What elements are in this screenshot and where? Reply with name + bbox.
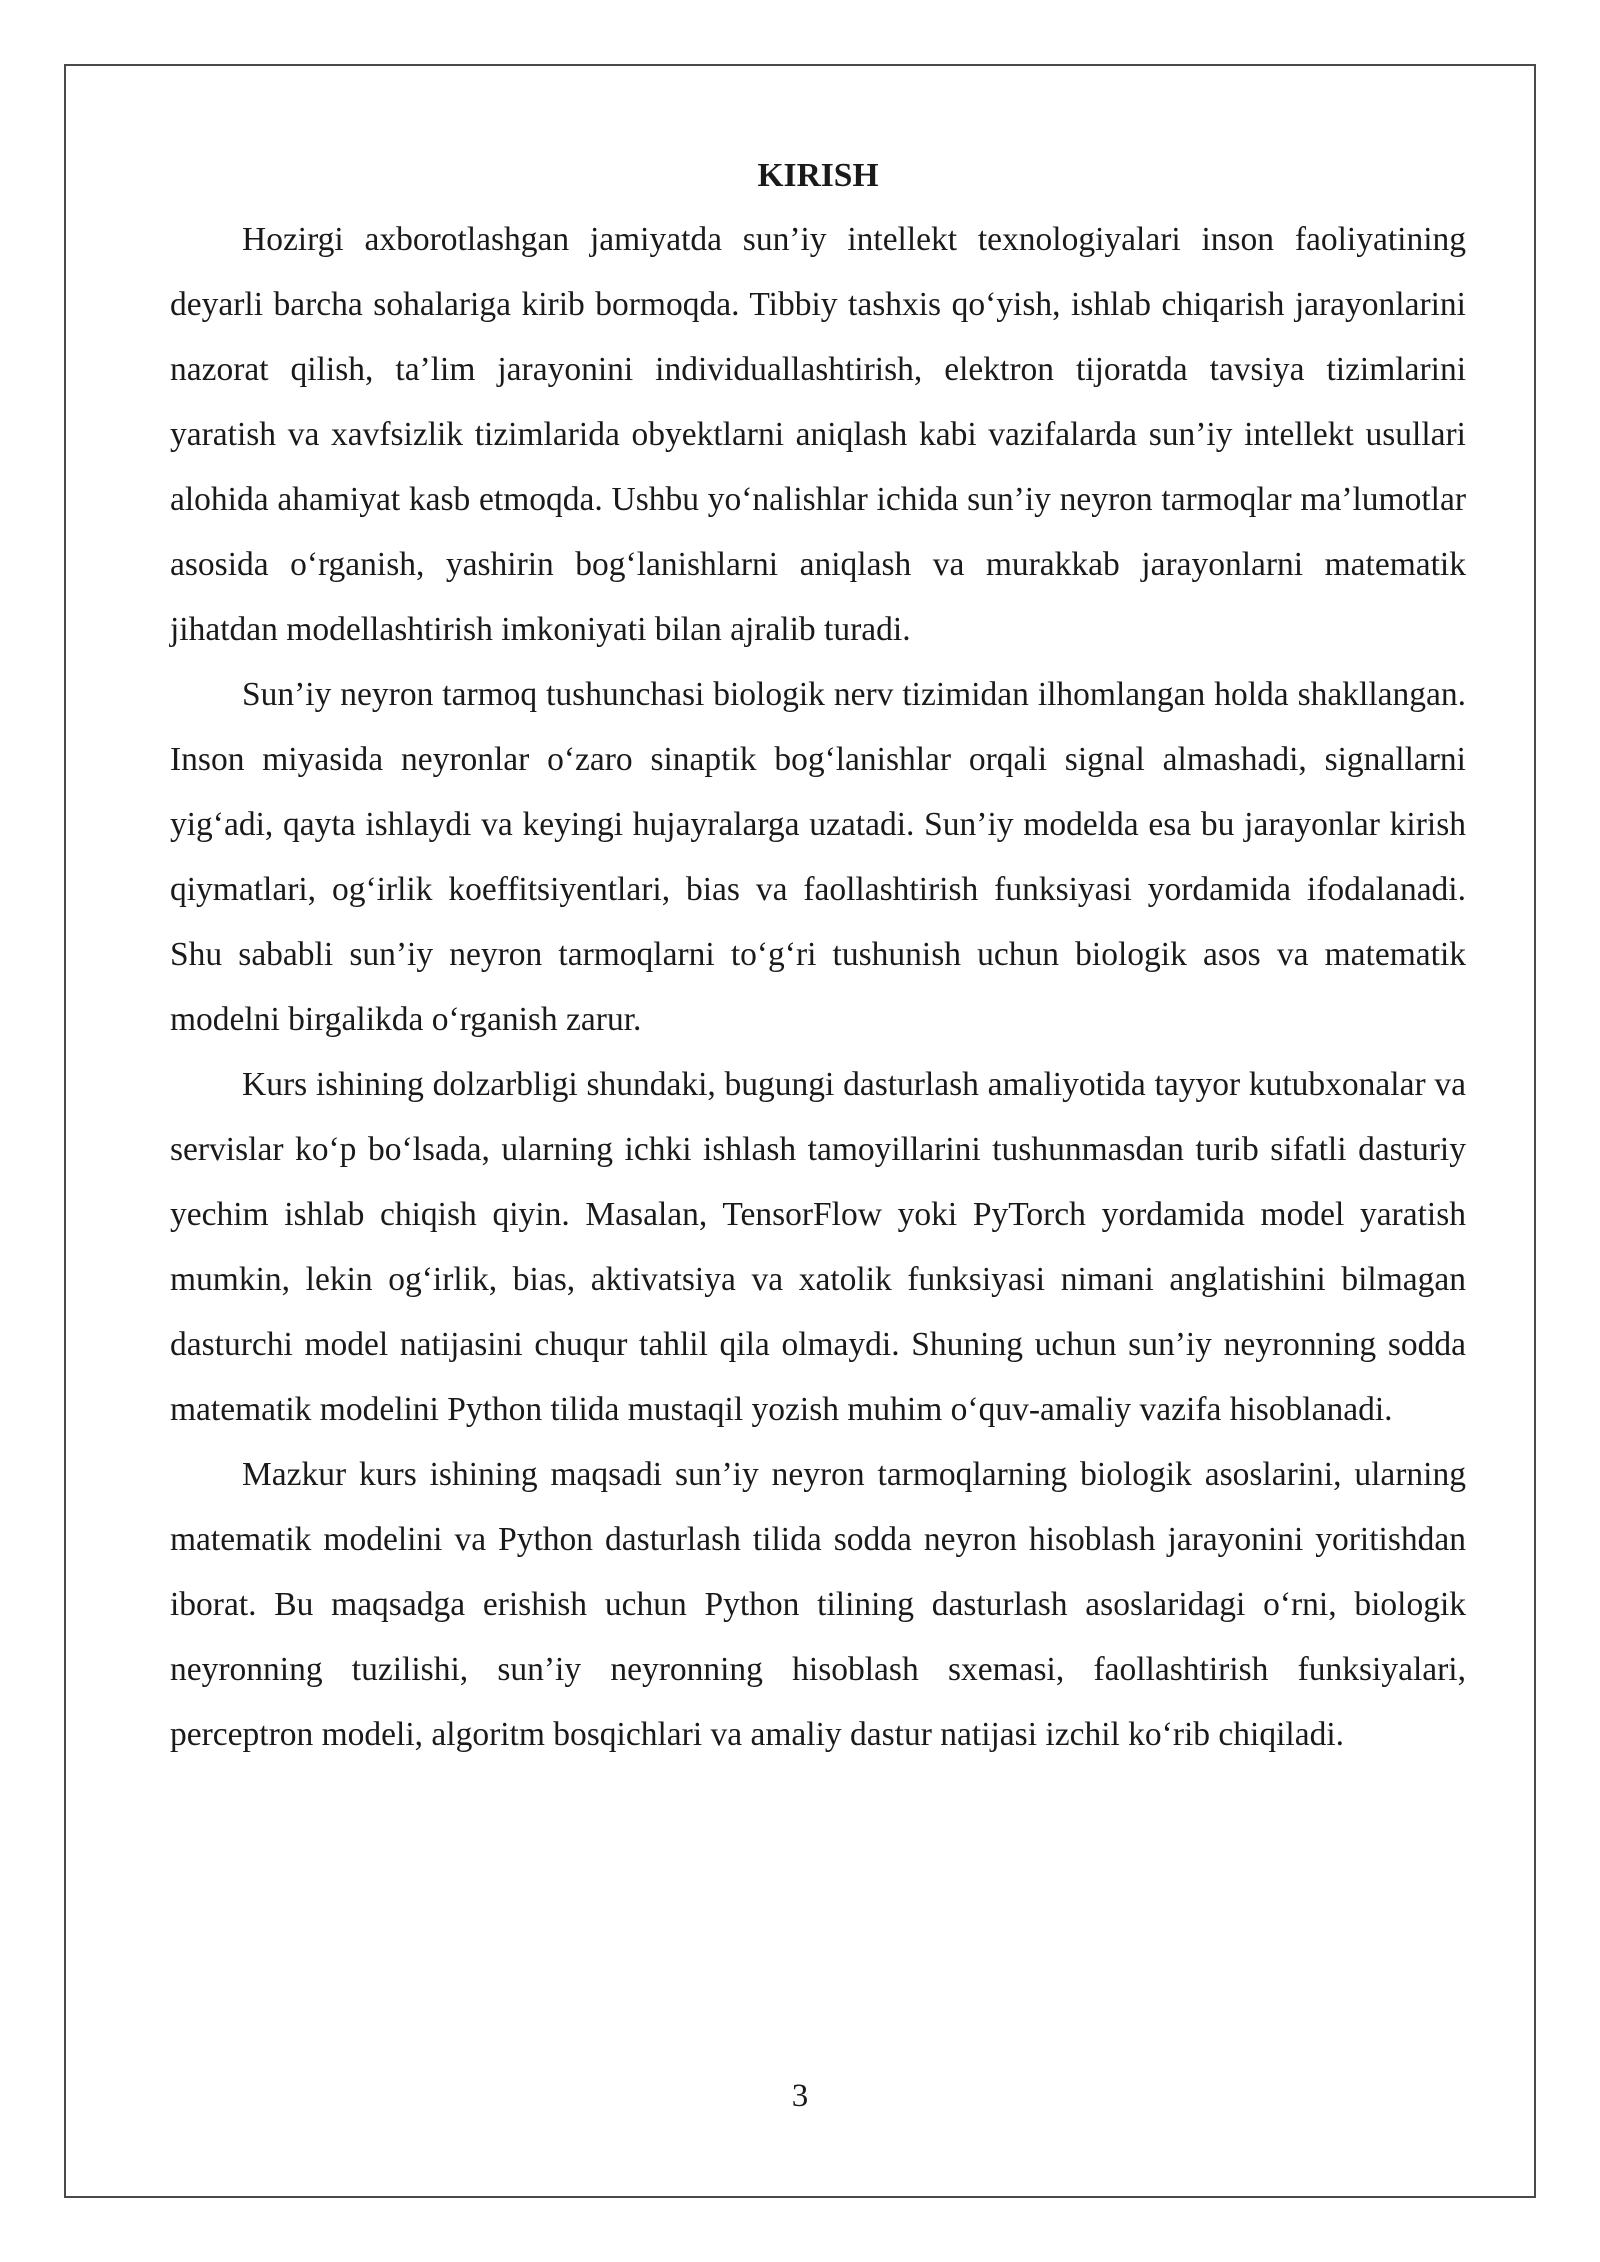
paragraph-introduction: Hozirgi axborotlashgan jamiyatda sun’iy intellekt texnologiyalari inson faoliyatining deyarli barcha sohalariga kirib bormoqda. Tibbiy tashxis qo‘yish, ishlab chiqarish jarayonlarini nazorat qilish, ta’lim jarayonini individuallashtirish, elektron tijoratda tavsiya tizimlarini yaratish va xavfsizlik tizimlarida obyektlarni aniqlash kabi vazifalarda sun’iy intellekt usullari alohida ahamiyat kasb etmoqda. Ushbu yo‘nalishlar ichida sun’iy neyron tarmoqlar ma’lumotlar asosida o‘rganish, yashirin bog‘lanishlarni aniqlash va murakkab jarayonlarni matematik jihatdan modellashtirish imkoniyati bilan ajralib turadi.: [170, 221, 1466, 648]
page-number: 3: [791, 2078, 809, 2114]
paragraph-goal: Mazkur kurs ishining maqsadi sun’iy neyron tarmoqlarning biologik asoslarini, ularning matematik modelini va Python dasturlash tilida sodda neyron hisoblash jarayonini yoritishdan iborat. Bu maqsadga erishish uchun Python tilining dasturlash asoslaridagi o‘rni, biologik neyronning tuzilishi, sun’iy neyronning hisoblash sxemasi, faollashtirish funksiyalari, perceptron modeli, algoritm bosqichlari va amaliy dastur natijasi izchil ko‘rib chiqiladi.: [170, 1456, 1466, 1753]
document-body: [170, 145, 1466, 1767]
page-title: KIRISH: [757, 157, 879, 194]
paragraph-biological-basis: Sun’iy neyron tarmoq tushunchasi biologik nerv tizimidan ilhomlangan holda shakllangan. Inson miyasida neyronlar o‘zaro sinaptik bog‘lanishlar orqali signal almashadi, signallarni yig‘adi, qayta ishlaydi va keyingi hujayralarga uzatadi. Sun’iy modelda esa bu jarayonlar kirish qiymatlari, og‘irlik koeffitsiyentlari, bias va faollashtirish funksiyasi yordamida ifodalanadi. Shu sababli sun’iy neyron tarmoqlarni to‘g‘ri tushunish uchun biologik asos va matematik modelni birgalikda o‘rganish zarur.: [170, 676, 1466, 1038]
paragraph-relevance: Kurs ishining dolzarbligi shundaki, bugungi dasturlash amaliyotida tayyor kutubxonalar va servislar ko‘p bo‘lsada, ularning ichki ishlash tamoyillarini tushunmasdan turib sifatli dasturiy yechim ishlab chiqish qiyin. Masalan, TensorFlow yoki PyTorch yordamida model yaratish mumkin, lekin og‘irlik, bias, aktivatsiya va xatolik funksiyasi nimani anglatishini bilmagan dasturchi model natijasini chuqur tahlil qila olmaydi. Shuning uchun sun’iy neyronning sodda matematik modelini Python tilida mustaqil yozish muhim o‘quv-amaliy vazifa hisoblanadi.: [170, 1066, 1466, 1428]
